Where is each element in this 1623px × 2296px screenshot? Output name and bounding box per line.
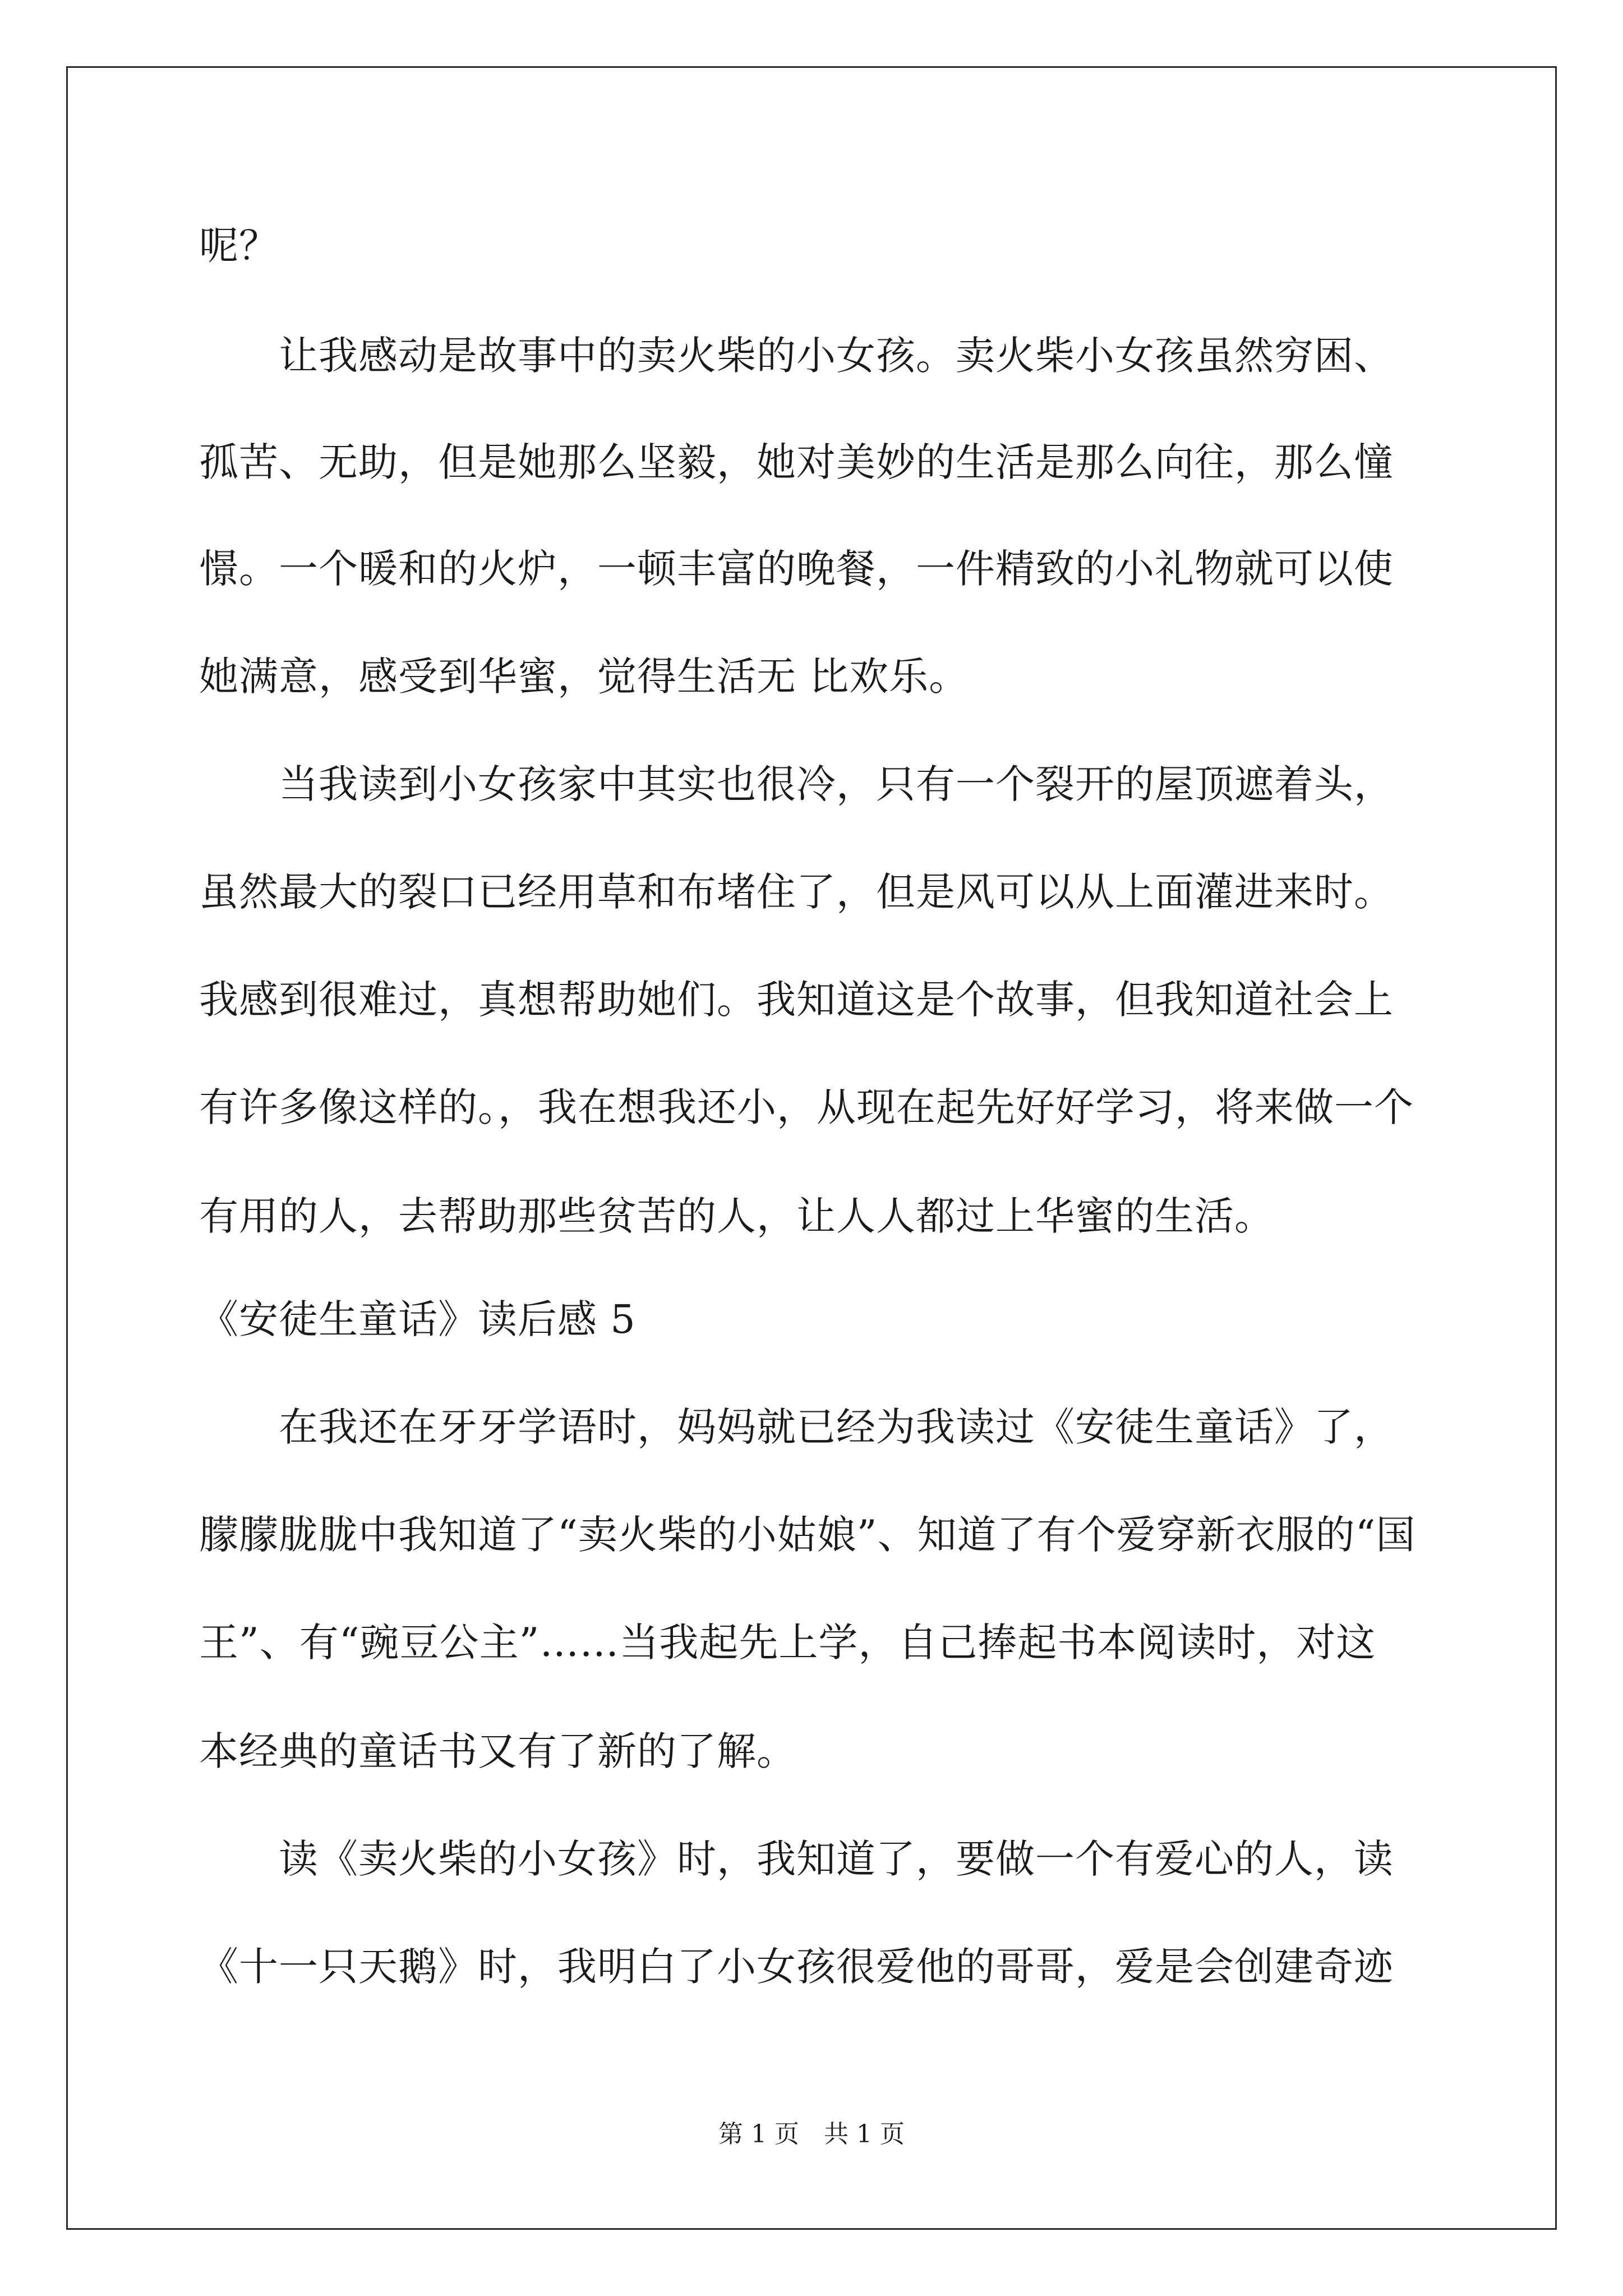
text-line: 王”、有“豌豆公主”……当我起先上学，自己捧起书本阅读时，对这 — [199, 1619, 1376, 1665]
text-line: 在我还在牙牙学语时，妈妈就已经为我读过《安徒生童话》了， — [199, 1404, 1394, 1450]
text-line: 她满意，感受到华蜜，觉得生活无 比欢乐。 — [199, 654, 969, 700]
text-line: 朦朦胧胧中我知道了“卖火柴的小姑娘”、知道了有个爱穿新衣服的“国 — [199, 1512, 1416, 1558]
text-line: 孤苦、无助，但是她那么坚毅，她对美妙的生活是那么向往，那么憧 — [199, 439, 1394, 485]
text-line: 《十一只天鹅》时，我明白了小女孩很爱他的哥哥，爱是会创建奇迹 — [199, 1944, 1394, 1990]
text-line: 当我读到小女孩家中其实也很冷，只有一个裂开的屋顶遮着头， — [199, 761, 1394, 807]
page-border — [66, 66, 1557, 2230]
text-line: 憬。一个暖和的火炉，一顿丰富的晚餐，一件精致的小礼物就可以使 — [199, 546, 1394, 592]
page-number-footer: 第 1 页 共 1 页 — [718, 2120, 905, 2148]
text-line: 我感到很难过，真想帮助她们。我知道这是个故事，但我知道社会上 — [199, 977, 1394, 1023]
text-line: 读《卖火柴的小女孩》时，我知道了，要做一个有爱心的人，读 — [199, 1836, 1394, 1882]
section-heading: 《安徒生童话》读后感 5 — [199, 1296, 636, 1342]
text-line: 虽然最大的裂口已经用草和布堵住了，但是风可以从上面灌进来时。 — [199, 869, 1394, 915]
text-line: 本经典的童话书又有了新的了解。 — [199, 1728, 796, 1774]
text-line: 呢？ — [199, 223, 279, 269]
text-line: 有许多像这样的。，我在想我还小，从现在起先好好学习，将来做一个 — [199, 1084, 1414, 1130]
text-line: 有用的人，去帮助那些贫苦的人，让人人都过上华蜜的生活。 — [199, 1193, 1274, 1239]
text-line: 让我感动是故事中的卖火柴的小女孩。卖火柴小女孩虽然穷困、 — [199, 333, 1394, 379]
